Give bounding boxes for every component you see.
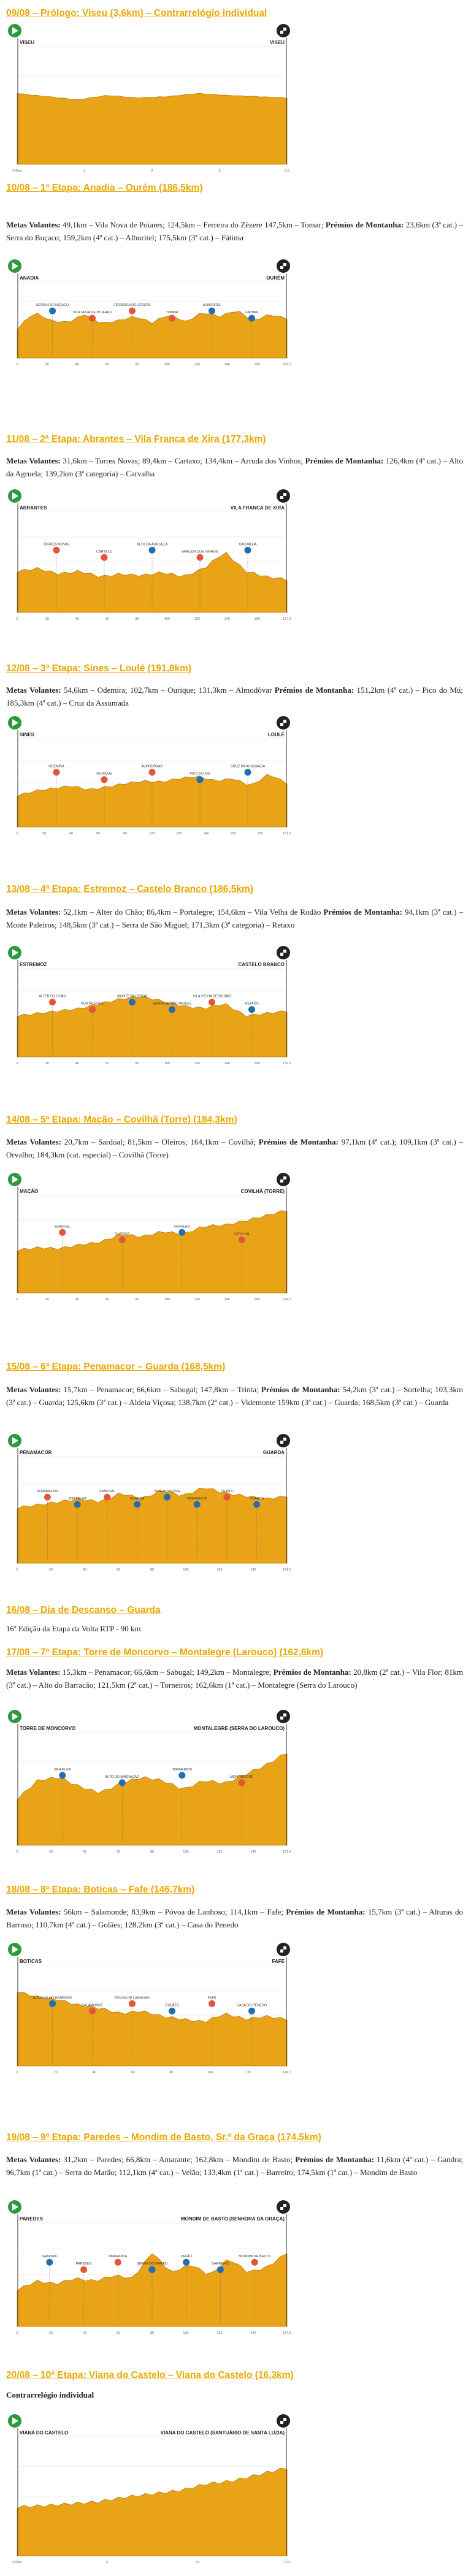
marker-label: SERRA DO BUÇACO (36, 303, 69, 308)
marker-label: SERRA DO MARÃO (136, 2262, 168, 2266)
description-label: Prémios de Montanha: (323, 907, 402, 916)
start-flag-icon (8, 1173, 21, 1186)
km-tick-label: 80 (150, 2331, 155, 2335)
km-tick-label: 100 (149, 832, 155, 836)
km-tick-label: 0 (16, 2071, 18, 2075)
description-label: Prémios de Montanha: (305, 456, 384, 465)
elevation-profile-chart (6, 714, 293, 837)
start-location: TORRE DE MONCORVO (20, 1726, 76, 1731)
km-tick-label: 186,5 (283, 363, 291, 367)
stage-title: 18/08 – 8ª Etapa: Boticas – Fafe (146,7km) (6, 1884, 195, 1895)
km-tick-label: 160 (254, 363, 260, 367)
start-location: MAÇÃO (20, 1189, 39, 1194)
marker-label: ALTO DO BARRACÃO (105, 1775, 140, 1779)
marker-label: SORTELHA (68, 1497, 86, 1501)
marker-label: SERRA DE SÃO MIGUEL (152, 1002, 192, 1006)
stage-title: 16/08 – Dia de Descanso – Guarda (6, 1605, 161, 1615)
stage-title: 20/08 – 10ª Etapa: Viana do Castelo – Viana do Castelo (16,3km) (6, 2370, 294, 2380)
stage-title: 17/08 – 7ª Etapa: Torre de Moncorvo – Montalegre (Larouco) (162,6km) (6, 1647, 324, 1658)
km-tick-label: 120 (194, 1062, 200, 1065)
marker-label: ORVALHO (174, 1225, 190, 1229)
km-tick-label: 184,3 (283, 1298, 291, 1301)
km-tick-label: 40 (69, 832, 74, 836)
finish-icon (277, 1173, 290, 1186)
start-location: ESTREMOZ (20, 962, 47, 967)
km-tick-label: 0 (16, 1062, 18, 1065)
km-tick-label: 80 (135, 363, 139, 367)
marker-label: ALTURAS DO BARROSO (33, 1996, 72, 2000)
marker-label: COVILHÃ (234, 1232, 250, 1237)
km-tick-label: 146,7 (283, 2071, 291, 2075)
km-tick-label: 20 (53, 2071, 58, 2075)
km-tick-label: 0 (16, 363, 18, 367)
km-tick-label: 120 (245, 2071, 251, 2075)
stage-description (6, 1383, 463, 1409)
marker-label: ALTO DA AGRUELA (136, 543, 168, 547)
marker-label: CASA DO PENEDO (236, 2003, 267, 2008)
elevation-area (17, 2468, 287, 2556)
description-text: 151,2km (4ª cat.) – Pico do Mú; 185,3km (4ª cat.) – Cruz da Assumada (6, 685, 463, 707)
km-tick-label: 60 (116, 1568, 121, 1572)
elevation-profile-chart (6, 2198, 293, 2336)
stage-title: 15/08 – 6ª Etapa: Penamacor – Guarda (168,5km) (6, 1362, 226, 1372)
km-tick-label: 0,0km (12, 2561, 22, 2564)
marker-label: VELÃO (180, 2255, 192, 2259)
km-tick-label: 60 (96, 832, 101, 836)
km-tick-label: 40 (92, 2071, 96, 2075)
stage-profile (6, 1708, 293, 1855)
finish-icon (277, 24, 290, 37)
marker-label: VILA NOVA DE POIARES (72, 311, 112, 315)
marker-label: VILA VELHA DE RODÃO (193, 994, 231, 999)
description-text: 11,6km (4ª cat.) – Gandra; 96,7km (1ª cat.) – Serra do Marão; 112,1km (4ª cat.) – Velão; 133,4km (1ª cat.) – Barreiro; 174,5km (1ª cat.) – Mondim de Basto (6, 2155, 463, 2177)
finish-icon (277, 946, 290, 959)
km-tick-label: 80 (135, 1062, 139, 1065)
km-tick-label: 140 (224, 617, 230, 621)
elevation-profile-chart (6, 1432, 293, 1573)
marker-label: RETAXO (245, 1002, 259, 1006)
km-tick-label: 186,5 (283, 1062, 291, 1065)
stage-title: 19/08 – 9ª Etapa: Paredes – Mondim de Basto, Sr.ª da Graça (174,5km) (6, 2132, 321, 2143)
elevation-profile-chart (6, 22, 293, 174)
start-flag-icon (8, 259, 21, 273)
stage-profile (6, 944, 293, 1067)
stage-profile (6, 2412, 293, 2566)
start-flag-icon (8, 2200, 21, 2214)
stage-description (6, 905, 463, 931)
km-tick-label: 174,5 (283, 2331, 291, 2335)
stage-profile (6, 1432, 293, 1573)
start-flag-icon (8, 24, 21, 37)
marker-label: GOLÃES (165, 2003, 179, 2008)
start-location: SINES (20, 732, 35, 737)
km-tick-label: 120 (216, 1568, 223, 1572)
elevation-profile-chart (6, 2412, 293, 2566)
marker-label: SALAMONDE (82, 2003, 103, 2008)
description-text: 54,2km (3ª cat.) – Sortelha; 103,3km (3ª cat.) – Guarda; 125,6km (3ª cat.) – Aldeia Viçosa; 138,7km (2ª cat.) – Videmonte 159km (3ª cat.) – Guarda; 168,5km (3ª cat.) – Guarda (6, 1385, 463, 1407)
km-tick-label: 0 (16, 1298, 18, 1301)
description-label: Prémios de Montanha: (258, 1137, 339, 1146)
elevation-profile-chart (6, 1708, 293, 1855)
km-tick-label: 100 (207, 2071, 213, 2075)
stage-description (6, 684, 463, 709)
description-label: Prémios de Montanha: (261, 1385, 340, 1394)
km-tick-label: 100 (164, 1298, 170, 1301)
km-tick-label: 120 (176, 832, 182, 836)
km-tick-label: 0 (16, 1568, 18, 1572)
description-label: Prémios de Montanha: (295, 2155, 375, 2164)
km-tick-label: 140 (224, 363, 230, 367)
finish-icon (277, 2414, 290, 2428)
km-tick-label: 1 (83, 169, 86, 173)
km-tick-label: 140 (250, 2331, 256, 2335)
km-tick-label: 40 (82, 2331, 87, 2335)
description-text: 15,3km – Penamacor; 66,6km – Sabugal; 149,2km – Montalegre; (60, 1667, 274, 1677)
marker-label: SABUGAL (99, 1490, 115, 1494)
description-label: Metas Volantes: (6, 685, 61, 695)
finish-location: LOULÉ (267, 732, 285, 737)
stage-description (6, 2388, 463, 2401)
start-location: ANADIA (20, 275, 39, 281)
km-tick-label: 20 (45, 617, 49, 621)
km-tick-label: 140 (203, 832, 209, 836)
km-tick-label: 80 (150, 1568, 155, 1572)
description-label: Prémios de Montanha: (274, 685, 354, 695)
km-tick-label: 40 (75, 1062, 79, 1065)
marker-label: PICO DO MÚ (190, 772, 210, 776)
description-text: 52,1km – Alter do Chão; 86,4km – Portalegre; 154,6km – Vila Velha de Rodão (61, 907, 324, 916)
km-tick-label: 140 (224, 1298, 230, 1301)
km-tick-label: 160 (254, 617, 260, 621)
start-flag-icon (8, 946, 21, 959)
marker-label: TRINTA (221, 1490, 233, 1494)
stage-title: 11/08 – 2ª Etapa: Abrantes – Vila Franca de Xira (177,3km) (6, 434, 266, 444)
marker-label: FAFE (207, 1996, 216, 2000)
marker-label: CARVALHA (239, 543, 257, 547)
marker-label: FERREIRA DO ZÊZERE (113, 303, 151, 308)
finish-icon (277, 2200, 290, 2214)
finish-icon (277, 1710, 290, 1723)
stage-title: 09/08 – Prólogo: Viseu (3,6km) – Contrarrelógio individual (6, 8, 267, 18)
km-tick-label: 140 (250, 1568, 256, 1572)
description-text: 97,1km (4ª cat.); 109,1km (3ª cat.) – Orvalho; 184,3km (cat. especial) – Covilhã (Torre) (6, 1137, 463, 1159)
km-tick-label: 80 (123, 832, 128, 836)
km-tick-label: 180 (257, 832, 263, 836)
km-tick-label: 0 (16, 617, 18, 621)
km-tick-label: 80 (135, 1298, 139, 1301)
marker-label: VIDEMONTE (186, 1497, 207, 1501)
stage-description (6, 2153, 463, 2179)
stage-profile (6, 1941, 293, 2076)
description-text: 31,2km – Paredes; 66,8km – Amarante; 162,8km – Mondim de Basto; (61, 2155, 296, 2164)
km-tick-label: 0 (16, 1850, 18, 1854)
marker-label: ALDEIA VIÇOSA (154, 1490, 180, 1494)
marker-label: FÁTIMA (245, 311, 258, 315)
km-tick-label: 160 (254, 1298, 260, 1301)
stage-title: 10/08 – 1ª Etapa: Anadia – Ourém (186,5km) (6, 183, 203, 193)
km-tick-label: 140 (250, 1850, 256, 1854)
finish-icon (277, 259, 290, 273)
marker-label: ALMODÔVAR (141, 764, 163, 769)
km-tick-label: 162,6 (283, 1850, 291, 1854)
marker-label: GANDRA (42, 2255, 57, 2259)
km-tick-label: 191,8 (283, 832, 291, 836)
finish-location: FAFE (272, 1959, 285, 1964)
finish-location: VISEU (269, 40, 285, 45)
km-tick-label: 60 (131, 2071, 135, 2075)
description-label: Prémios de Montanha: (325, 220, 404, 229)
marker-label: ALBURITEL (202, 303, 221, 308)
km-tick-label: 100 (164, 363, 170, 367)
finish-location: OURÉM (266, 275, 285, 281)
km-tick-label: 60 (116, 2331, 121, 2335)
description-label: Metas Volantes: (6, 1667, 61, 1677)
km-tick-label: 40 (82, 1850, 87, 1854)
marker-label: PORTALEGRE (80, 1002, 104, 1006)
start-flag-icon (8, 489, 21, 503)
description-label: Metas Volantes: (6, 456, 61, 465)
finish-icon (277, 1434, 290, 1447)
marker-label: CARTAXO (96, 550, 113, 554)
marker-label: TORNEIROS (172, 1767, 193, 1772)
start-flag-icon (8, 1710, 21, 1723)
km-tick-label: 0,0km (12, 169, 22, 173)
km-tick-label: 40 (75, 1298, 79, 1301)
description-label: Metas Volantes: (6, 1907, 61, 1916)
km-tick-label: 100 (183, 2331, 189, 2335)
km-tick-label: 168,5 (283, 1568, 291, 1572)
marker-label: OURIQUE (96, 772, 112, 776)
km-tick-label: 20 (48, 1850, 53, 1854)
finish-location: VILA FRANCA DE XIRA (230, 505, 285, 511)
start-location: BOTICAS (20, 1959, 42, 1964)
marker-label: TORRES NOVAS (43, 543, 70, 547)
km-tick-label: 60 (105, 1298, 109, 1301)
km-tick-label: 100 (183, 1568, 189, 1572)
marker-label: CRUZ DA ASSUMADA (230, 764, 266, 769)
km-tick-label: 120 (194, 617, 200, 621)
finish-location: VIANA DO CASTELO (SANTUÁRIO DE SANTA LUZIA) (160, 2430, 285, 2436)
km-tick-label: 60 (116, 1850, 121, 1854)
elevation-area (17, 1211, 287, 1293)
finish-icon (277, 1943, 290, 1956)
marker-label: AMARANTE (109, 2255, 128, 2259)
marker-label: GUARDA (129, 1497, 145, 1501)
description-label: Contrarrelógio individual (6, 2390, 94, 2399)
description-label: Metas Volantes: (6, 1385, 61, 1394)
stage-description (6, 454, 463, 480)
km-tick-label: 0 (16, 832, 18, 836)
description-text: 54,6km – Odemira; 102,7km – Ourique; 131,3km – Almodôvar (61, 685, 275, 695)
description-text: 15,7km – Penamacor; 66,6km – Sabugal; 147,8km – Trinta; (61, 1385, 261, 1394)
km-tick-label: 2 (151, 169, 153, 173)
km-tick-label: 40 (82, 1568, 87, 1572)
km-tick-label: 120 (216, 1850, 223, 1854)
km-tick-label: 16,3 (283, 2561, 291, 2564)
km-tick-label: 120 (216, 2331, 223, 2335)
km-tick-label: 20 (45, 1062, 49, 1065)
marker-label: ARRUDA DOS VINHOS (182, 550, 218, 554)
marker-label: ALTER DO CHÃO (39, 994, 66, 999)
description-text: 94,1km (3ª cat.) – Monte Paleiros; 148,5km (3ª cat.) – Serra de São Miguel; 171,3km (3ª categoria) – Retaxo (6, 907, 464, 929)
km-tick-label: 20 (42, 832, 47, 836)
km-tick-label: 100 (183, 1850, 189, 1854)
km-tick-label: 80 (169, 2071, 174, 2075)
stage-profile (6, 487, 293, 622)
stage-description (6, 1666, 463, 1691)
marker-label: BARREIRO (212, 2262, 229, 2266)
km-tick-label: 140 (224, 1062, 230, 1065)
km-tick-label: 120 (194, 1298, 200, 1301)
km-tick-label: 5 (106, 2561, 109, 2564)
stage-description (6, 218, 463, 244)
marker-label: GUARDA (249, 1497, 264, 1501)
finish-icon (277, 489, 290, 503)
description-text: 16ª Edição da Etapa da Volta RTP - 90 km (6, 1624, 141, 1633)
start-flag-icon (8, 716, 21, 730)
finish-location: MONTALEGRE (SERRA DO LAROUCO) (193, 1726, 285, 1731)
marker-label: PENAMACOR (36, 1490, 59, 1494)
km-tick-label: 120 (194, 363, 200, 367)
stage-profile (6, 714, 293, 837)
start-flag-icon (8, 2414, 21, 2428)
km-tick-label: 40 (75, 617, 79, 621)
marker-label: PÓVOA DE LANHOSO (115, 1996, 150, 2000)
km-tick-label: 0 (16, 2331, 18, 2335)
marker-label: ODEMIRA (48, 764, 64, 769)
elevation-area (17, 311, 287, 358)
stage-profile (6, 1171, 293, 1303)
stage-description (6, 1905, 463, 1931)
start-location: ABRANTES (20, 505, 47, 511)
stage-title: 12/08 – 3ª Etapa: Sines – Loulé (191,8km) (6, 663, 192, 674)
description-label: Prémios de Montanha: (286, 1907, 366, 1916)
km-tick-label: 100 (164, 1062, 170, 1065)
km-tick-label: 80 (135, 617, 139, 621)
km-tick-label: 60 (105, 1062, 109, 1065)
finish-location: CASTELO BRANCO (238, 962, 285, 967)
description-text: 56km – Salamonde; 83,9km – Póvoa de Lanhoso; 114,1km – Fafe; (61, 1907, 286, 1916)
km-tick-label: 20 (45, 363, 49, 367)
description-text: 15,7km (3ª cat.) – Alturas do Barroso; 110,7km (4ª cat.) – Golães; 128,2km (3ª cat.) – Casa do Penedo (6, 1907, 464, 1929)
km-tick-label: 3,6 (285, 169, 289, 173)
km-tick-label: 177,3 (283, 617, 291, 621)
elevation-profile-chart (6, 1941, 293, 2076)
km-tick-label: 3 (218, 169, 221, 173)
description-text: 31,6km – Torres Novas; 89,4km – Cartaxo; 134,4km – Arruda dos Vinhos; (60, 456, 305, 465)
km-tick-label: 20 (45, 1298, 49, 1301)
start-location: VISEU (20, 40, 35, 45)
start-location: PAREDES (20, 2216, 44, 2222)
km-tick-label: 60 (105, 617, 109, 621)
marker-label: TOMAR (166, 311, 178, 315)
stage-title: 13/08 – 4ª Etapa: Estremoz – Castelo Branco (186,5km) (6, 884, 253, 894)
description-label: Prémios de Montanha: (273, 1667, 351, 1677)
start-location: PENAMACOR (20, 1450, 52, 1455)
description-label: Metas Volantes: (6, 1137, 61, 1146)
start-flag-icon (8, 1434, 21, 1447)
km-tick-label: 160 (230, 832, 236, 836)
marker-label: MONTALEGRE (230, 1775, 254, 1779)
elevation-profile-chart (6, 944, 293, 1067)
km-tick-label: 40 (75, 363, 79, 367)
marker-label: OLEIROS (115, 1232, 130, 1237)
km-tick-label: 20 (48, 1568, 53, 1572)
marker-label: VILA FLOR (53, 1767, 71, 1772)
finish-icon (277, 716, 290, 730)
stage-profile (6, 22, 293, 174)
stage-title: 14/08 – 5ª Etapa: Mação – Covilhã (Torre) (184,3km) (6, 1115, 237, 1125)
km-tick-label: 100 (164, 617, 170, 621)
description-text: 49,1km – Vila Nova de Poiares; 124,5km – Ferreira do Zêzere 147,5km – Tomar; (60, 220, 326, 229)
finish-location: GUARDA (262, 1450, 285, 1455)
description-label: Metas Volantes: (6, 907, 61, 916)
stage-description (6, 1135, 463, 1161)
elevation-profile-chart (6, 487, 293, 622)
description-text: 23,6km (3ª cat.) – Serra do Buçaco; 159,2km (4ª cat.) – Alburitel; 175,5km (3ª cat.) – Fátima (6, 220, 463, 242)
marker-label: MONTE PALEIROS (117, 994, 147, 999)
description-text: 20,7km – Sardoal; 81,5km – Oleiros; 164,1km – Covilhã; (61, 1137, 259, 1146)
description-text: 20,8km (2ª cat.) – Vila Flor; 81km (3ª cat.) – Alto do Barracão; 121,5km (2ª cat.) – Torneiros; 162,6km (1ª cat.) – Montalegre (Serra do Larouco) (6, 1667, 463, 1690)
description-label: Metas Volantes: (6, 2155, 61, 2164)
marker-label: SARDOAL (54, 1225, 71, 1229)
start-location: VIANA DO CASTELO (20, 2430, 69, 2436)
description-label: Metas Volantes: (6, 220, 61, 229)
marker-label: PAREDES (75, 2262, 92, 2266)
stage-profile (6, 2198, 293, 2336)
elevation-profile-chart (6, 1171, 293, 1303)
km-tick-label: 10 (195, 2561, 199, 2564)
marker-label: MONDIM DE BASTO (239, 2255, 271, 2259)
km-tick-label: 60 (105, 363, 109, 367)
elevation-area (17, 1488, 287, 1563)
stage-profile (6, 257, 293, 368)
finish-location: COVILHÃ (TORRE) (240, 1189, 285, 1194)
description-text: 126,4km (4ª cat.) – Alto da Agruela; 139,2km (3ª categoria) – Carvalha (6, 456, 463, 478)
stage-description (6, 1622, 463, 1635)
km-tick-label: 20 (48, 2331, 53, 2335)
km-tick-label: 80 (150, 1850, 155, 1854)
finish-location: MONDIM DE BASTO (SENHORA DA GRAÇA) (180, 2216, 285, 2222)
start-flag-icon (8, 1943, 21, 1956)
km-tick-label: 160 (254, 1062, 260, 1065)
elevation-profile-chart (6, 257, 293, 368)
elevation-area (17, 93, 287, 164)
